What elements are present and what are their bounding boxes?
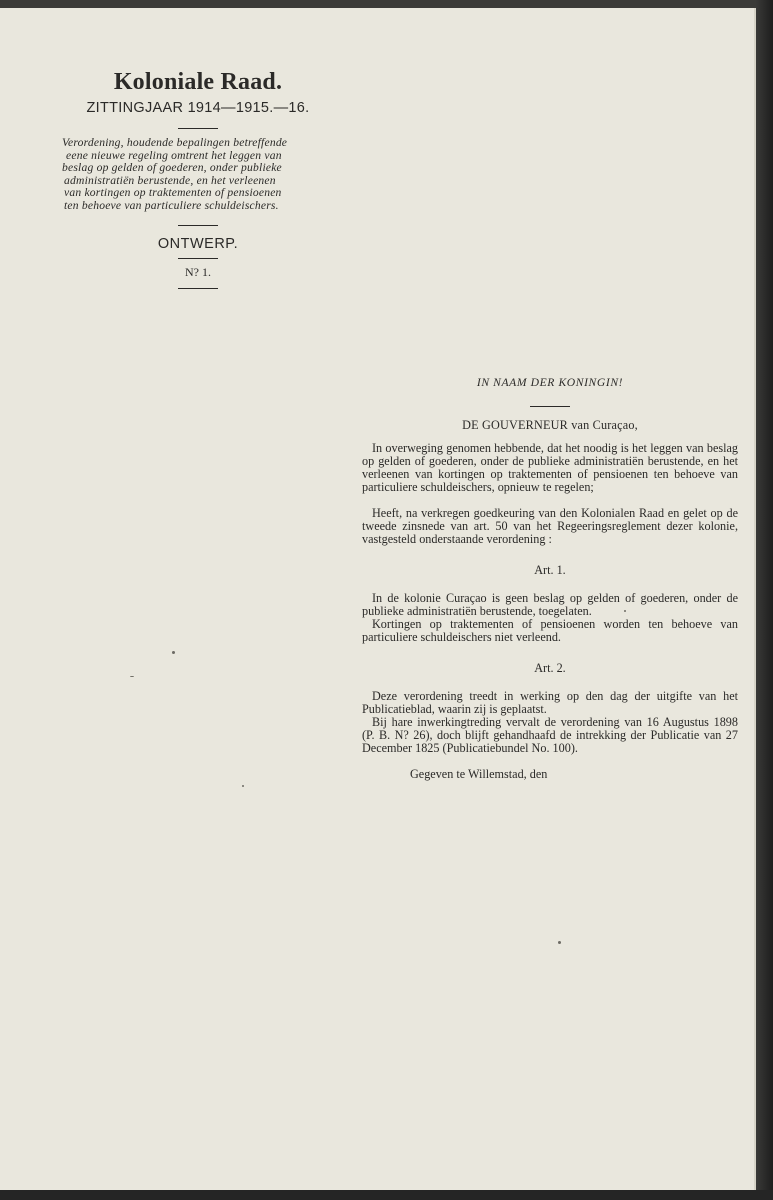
paper-speck	[558, 941, 561, 944]
paper-speck	[242, 785, 244, 787]
subject-line: eene nieuwe regeling omtrent het leggen van	[66, 148, 282, 162]
paper-speck	[624, 610, 626, 612]
scan-right-edge	[756, 0, 773, 1200]
subject-line: van kortingen op traktementen of pensioenen	[64, 186, 282, 200]
article-heading: Art. 2.	[534, 661, 566, 675]
divider	[178, 225, 218, 226]
divider	[530, 406, 570, 407]
article-paragraph: Deze verordening treedt in werking op den dag der uitgifte van het Publicatieblad, waarin zij is geplaatst.	[362, 689, 738, 716]
divider	[178, 288, 218, 289]
session-year: ZITTINGJAAR 1914—1915.—16.	[86, 100, 310, 116]
ordinance-subject	[62, 137, 334, 213]
preamble-paragraph: In overweging genomen hebbende, dat het noodig is het leggen van beslag op gelden of goederen, onder de publieke administratiën berustende, en het verleenen van kortingen op traktementen of pensioenen ten behoeve van particuliere schuldeischers, opnieuw te regelen;	[362, 441, 738, 494]
closing-line: Gegeven te Willemstad, den	[410, 767, 548, 781]
subject-line: Verordening, houdende bepalingen betreffende	[62, 136, 288, 149]
subject-line: ten behoeve van particuliere schuldeischers.	[64, 198, 279, 212]
scan-bottom-edge	[0, 1190, 773, 1200]
divider	[178, 258, 218, 259]
ordinance-body	[362, 370, 738, 781]
draft-label: ONTWERP.	[157, 235, 239, 252]
document-header	[62, 68, 334, 289]
divider	[178, 128, 218, 129]
invocation: IN NAAM DER KONINGIN!	[476, 376, 624, 389]
paper-speck	[130, 676, 134, 677]
article-paragraph: Bij hare inwerkingtreding vervalt de verordening van 16 Augustus 1898 (P. B. N? 26), doch blijft gehandhaafd de intrekking der Publicatie van 27 December 1825 (Publicatiebundel No. 100).	[362, 715, 738, 755]
article-paragraph: In de kolonie Curaçao is geen beslag op gelden of goederen, onder de publieke administratiën berustende, toegelaten.	[362, 591, 738, 618]
article-heading: Art. 1.	[534, 563, 566, 577]
subject-line: administratiën berustende, en het verleenen	[64, 173, 276, 187]
council-title: Koloniale Raad.	[113, 69, 283, 95]
preamble-paragraph: Heeft, na verkregen goedkeuring van den Kolonialen Raad en gelet op de tweede zinsnede van art. 50 van het Regeeringsreglement dezer kolonie, vastgesteld onderstaande verordening :	[362, 506, 738, 546]
article-paragraph: Kortingen op traktementen of pensioenen worden ten behoeve van particuliere schuldeischers niet verleend.	[362, 617, 738, 644]
document-number: N? 1.	[185, 264, 211, 279]
subject-line: beslag op gelden of goederen, onder publieke	[62, 161, 282, 175]
governor-line: DE GOUVERNEUR van Curaçao,	[462, 418, 638, 432]
scan-top-edge	[0, 0, 756, 8]
paper-speck	[172, 651, 175, 654]
